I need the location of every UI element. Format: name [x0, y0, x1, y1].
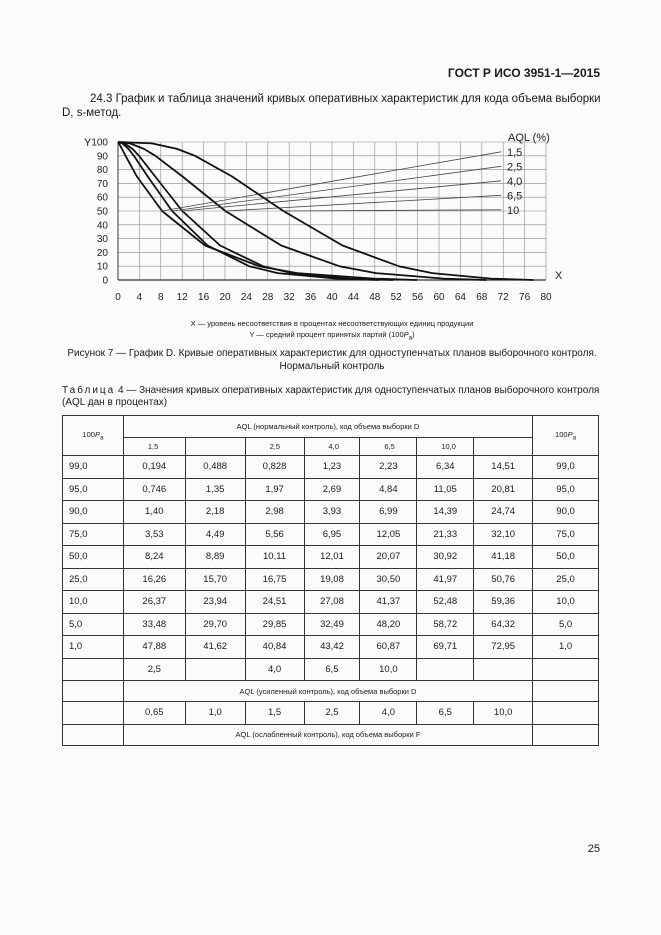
- table-cell: 0,828: [245, 456, 304, 479]
- aql-value-cell: [417, 658, 474, 681]
- table-row: [63, 568, 599, 591]
- aql-value-cell: 10,0: [417, 438, 474, 456]
- x-tick-label: 12: [176, 292, 188, 303]
- table-cell: 90,0: [63, 501, 124, 524]
- table-cell: 43,42: [304, 636, 360, 659]
- table-cell: 41,37: [360, 591, 417, 614]
- aql-value-cell: 1,5: [123, 438, 185, 456]
- table-row: [63, 591, 599, 614]
- x-tick-label: 24: [240, 292, 252, 303]
- x-tick-label: 32: [283, 292, 295, 303]
- table-cell: 90,0: [533, 501, 599, 524]
- table-cell: 30,50: [360, 568, 417, 591]
- pa-header-cell: $100P_a$: [63, 416, 124, 456]
- table-row: [63, 546, 599, 569]
- table-cell: 60,87: [360, 636, 417, 659]
- table-cell: 26,37: [123, 591, 185, 614]
- x-tick-label: 72: [497, 292, 509, 303]
- x-axis-note: X — уровень несоответствия в процентах несоответствующих единиц продукции: [190, 319, 474, 328]
- table-cell: 12,01: [304, 546, 360, 569]
- x-tick-label: 52: [390, 292, 402, 303]
- aql-value-cell: 4,0: [360, 702, 417, 725]
- table-cell: 11,05: [417, 478, 474, 501]
- y-tick-label: 50: [96, 206, 108, 218]
- y-tick-label: 10: [96, 261, 108, 273]
- y-tick-label: 30: [96, 234, 108, 246]
- x-tick-label: 16: [198, 292, 210, 303]
- legend-label: 10: [507, 204, 520, 217]
- table-cell: 12,05: [360, 523, 417, 546]
- table-cell: 24,51: [245, 591, 304, 614]
- table-cell: 2,23: [360, 456, 417, 479]
- table-cell: [533, 681, 599, 702]
- legend-leader-line: [162, 152, 501, 211]
- figure-caption: Рисунок 7 — График D. Кривые оперативных характеристик для одноступенчатых планов выборочного контроля. Нормальный контроль: [67, 348, 597, 372]
- table-cell: 2,18: [185, 501, 245, 524]
- x-tick-label: 48: [369, 292, 381, 303]
- table-cell: 16,26: [123, 568, 185, 591]
- aql-value-cell: 10,0: [360, 658, 417, 681]
- table-cell: 25,0: [63, 568, 124, 591]
- table-cell: 40,84: [245, 636, 304, 659]
- aql-value-cell: 10,0: [474, 702, 533, 725]
- legend-label: 1,5: [507, 146, 523, 159]
- aql-value-cell: [185, 658, 245, 681]
- table-row: [63, 613, 599, 636]
- table-cell: 1,0: [63, 636, 124, 659]
- table-cell: 72,95: [474, 636, 533, 659]
- x-tick-label: 80: [540, 292, 552, 303]
- table-cell: 19,08: [304, 568, 360, 591]
- table-cell: 25,0: [533, 568, 599, 591]
- table-cell: 0,488: [185, 456, 245, 479]
- x-tick-label: 64: [454, 292, 466, 303]
- table-cell: 1,97: [245, 478, 304, 501]
- table-cell: [63, 702, 124, 725]
- y-tick-label: 70: [96, 178, 108, 190]
- aql-value-cell: 4,0: [304, 438, 360, 456]
- table-cell: 95,0: [63, 478, 124, 501]
- table-cell: 10,11: [245, 546, 304, 569]
- table-cell: 69,71: [417, 636, 474, 659]
- table-cell: 33,48: [123, 613, 185, 636]
- table-cell: 99,0: [63, 456, 124, 479]
- table-caption: Таблица 4 — Значения кривых оперативных характеристик для одноступенчатых планов выборочного контроля (AQL дан в процентах): [62, 385, 600, 408]
- table-cell: 20,07: [360, 546, 417, 569]
- table-cell: 23,94: [185, 591, 245, 614]
- standard-header: ГОСТ Р ИСО 3951-1—2015: [447, 66, 600, 80]
- table-row: [63, 478, 599, 501]
- table-cell: 20,81: [474, 478, 533, 501]
- table-cell: [63, 658, 124, 681]
- chart-notes: [62, 318, 602, 344]
- y-tick-label: 90: [96, 151, 108, 163]
- normal-aql-header: AQL (нормальный контроль), код объема выборки D: [123, 416, 532, 438]
- table-cell: [533, 702, 599, 725]
- aql-value-cell: [474, 658, 533, 681]
- table-cell: 1,23: [304, 456, 360, 479]
- aql-value-cell: 6,5: [417, 702, 474, 725]
- x-axis-letter: X: [555, 270, 563, 282]
- table-cell: 5,56: [245, 523, 304, 546]
- table-cell: 32,49: [304, 613, 360, 636]
- table-cell: [63, 724, 124, 745]
- x-tick-label: 60: [433, 292, 445, 303]
- table-cell: 5,0: [533, 613, 599, 636]
- x-tick-label: 68: [476, 292, 488, 303]
- table-cell: 75,0: [533, 523, 599, 546]
- table-cell: 2,98: [245, 501, 304, 524]
- table-cell: 50,76: [474, 568, 533, 591]
- table-cell: 3,93: [304, 501, 360, 524]
- table-cell: 75,0: [63, 523, 124, 546]
- tightened-aql-header: AQL (усиленный контроль), код объема выборки D: [123, 681, 532, 702]
- table-cell: 14,51: [474, 456, 533, 479]
- table-row: [63, 501, 599, 524]
- table-cell: 24,74: [474, 501, 533, 524]
- table-cell: 6,95: [304, 523, 360, 546]
- tightened-aql-row: [63, 658, 599, 681]
- table-cell: 29,70: [185, 613, 245, 636]
- table-cell: 1,40: [123, 501, 185, 524]
- section-heading: 24.3 График и таблица значений кривых оперативных характеристик для кода объема выборки D, s-метод.: [62, 93, 601, 119]
- page-number: 25: [587, 843, 600, 855]
- table-cell: 4,49: [185, 523, 245, 546]
- table-cell: 10,0: [63, 591, 124, 614]
- table-cell: 48,20: [360, 613, 417, 636]
- table-cell: 50,0: [63, 546, 124, 569]
- legend-label: 4,0: [507, 175, 523, 188]
- legend-label: 2,5: [507, 161, 523, 174]
- aql-value-cell: 6,5: [304, 658, 360, 681]
- aql-value-cell: [185, 438, 245, 456]
- y-axis-note: Y — средний процент принятых партий $(100P_a)$: [249, 330, 415, 342]
- y-tick-label: 100: [91, 137, 108, 149]
- table-cell: 0,194: [123, 456, 185, 479]
- table-cell: 16,75: [245, 568, 304, 591]
- legend-leader-line: [182, 181, 501, 211]
- pa-header-cell: $100P_a$: [533, 416, 599, 456]
- x-tick-label: 8: [158, 292, 164, 303]
- table-cell: 15,70: [185, 568, 245, 591]
- table-cell: 41,97: [417, 568, 474, 591]
- y-tick-label: 20: [96, 247, 108, 259]
- aql-value-cell: 0,65: [123, 702, 185, 725]
- table-header-row: [63, 416, 599, 438]
- x-tick-label: 56: [412, 292, 424, 303]
- table-cell: 41,62: [185, 636, 245, 659]
- table-cell: 59,36: [474, 591, 533, 614]
- y-tick-label: 0: [102, 275, 108, 287]
- x-tick-label: 4: [136, 292, 143, 303]
- y-tick-label: 80: [96, 165, 108, 177]
- aql-value-cell: 2,5: [245, 438, 304, 456]
- y-axis-letter: Y: [84, 137, 92, 149]
- table-cell: 0,746: [123, 478, 185, 501]
- table-cell: 8,24: [123, 546, 185, 569]
- table-cell: [63, 681, 124, 702]
- table-cell: 1,35: [185, 478, 245, 501]
- table-cell: 6,34: [417, 456, 474, 479]
- oc-curves-chart: [62, 130, 602, 315]
- table-row: [63, 523, 599, 546]
- table-cell: 47,88: [123, 636, 185, 659]
- aql-value-cell: 1,0: [185, 702, 245, 725]
- table-row: [63, 456, 599, 479]
- reduced-aql-row: [63, 702, 599, 725]
- table-cell: 30,92: [417, 546, 474, 569]
- x-tick-label: 20: [219, 292, 231, 303]
- x-tick-label: 76: [519, 292, 531, 303]
- table-cell: 32,10: [474, 523, 533, 546]
- aql-values-row: [63, 438, 599, 456]
- aql-value-cell: 1,5: [245, 702, 304, 725]
- x-tick-label: 44: [347, 292, 359, 303]
- table-cell: 50,0: [533, 546, 599, 569]
- table-cell: 2,69: [304, 478, 360, 501]
- y-tick-label: 60: [96, 192, 108, 204]
- table-cell: 8,89: [185, 546, 245, 569]
- tightened-aql-header-row: [63, 681, 599, 702]
- table-cell: [533, 658, 599, 681]
- table-cell: 1,0: [533, 636, 599, 659]
- table-cell: 64,32: [474, 613, 533, 636]
- legend-title: AQL (%): [508, 132, 550, 144]
- table-cell: [533, 724, 599, 745]
- table-row: [63, 636, 599, 659]
- legend-label: 6,5: [507, 190, 523, 203]
- x-tick-label: 0: [115, 292, 121, 303]
- aql-value-cell: 2,5: [123, 658, 185, 681]
- table-cell: 52,48: [417, 591, 474, 614]
- table-cell: 14,39: [417, 501, 474, 524]
- aql-value-cell: [474, 438, 533, 456]
- reduced-aql-header: AQL (ослабленный контроль), код объема выборки F: [123, 724, 532, 745]
- table-cell: 41,18: [474, 546, 533, 569]
- x-tick-label: 40: [326, 292, 338, 303]
- table-cell: 21,33: [417, 523, 474, 546]
- table-cell: 95,0: [533, 478, 599, 501]
- oc-values-table: [62, 415, 599, 746]
- table-cell: 5,0: [63, 613, 124, 636]
- table-cell: 10,0: [533, 591, 599, 614]
- reduced-aql-header-row: [63, 724, 599, 745]
- aql-value-cell: 4,0: [245, 658, 304, 681]
- aql-value-cell: 2,5: [304, 702, 360, 725]
- x-tick-label: 28: [262, 292, 274, 303]
- table-cell: 4,84: [360, 478, 417, 501]
- table-cell: 29,85: [245, 613, 304, 636]
- table-cell: 58,72: [417, 613, 474, 636]
- y-tick-label: 40: [96, 220, 108, 232]
- table-cell: 3,53: [123, 523, 185, 546]
- table-cell: 6,99: [360, 501, 417, 524]
- x-tick-label: 36: [305, 292, 317, 303]
- table-cell: 27,08: [304, 591, 360, 614]
- aql-value-cell: 6,5: [360, 438, 417, 456]
- table-cell: 99,0: [533, 456, 599, 479]
